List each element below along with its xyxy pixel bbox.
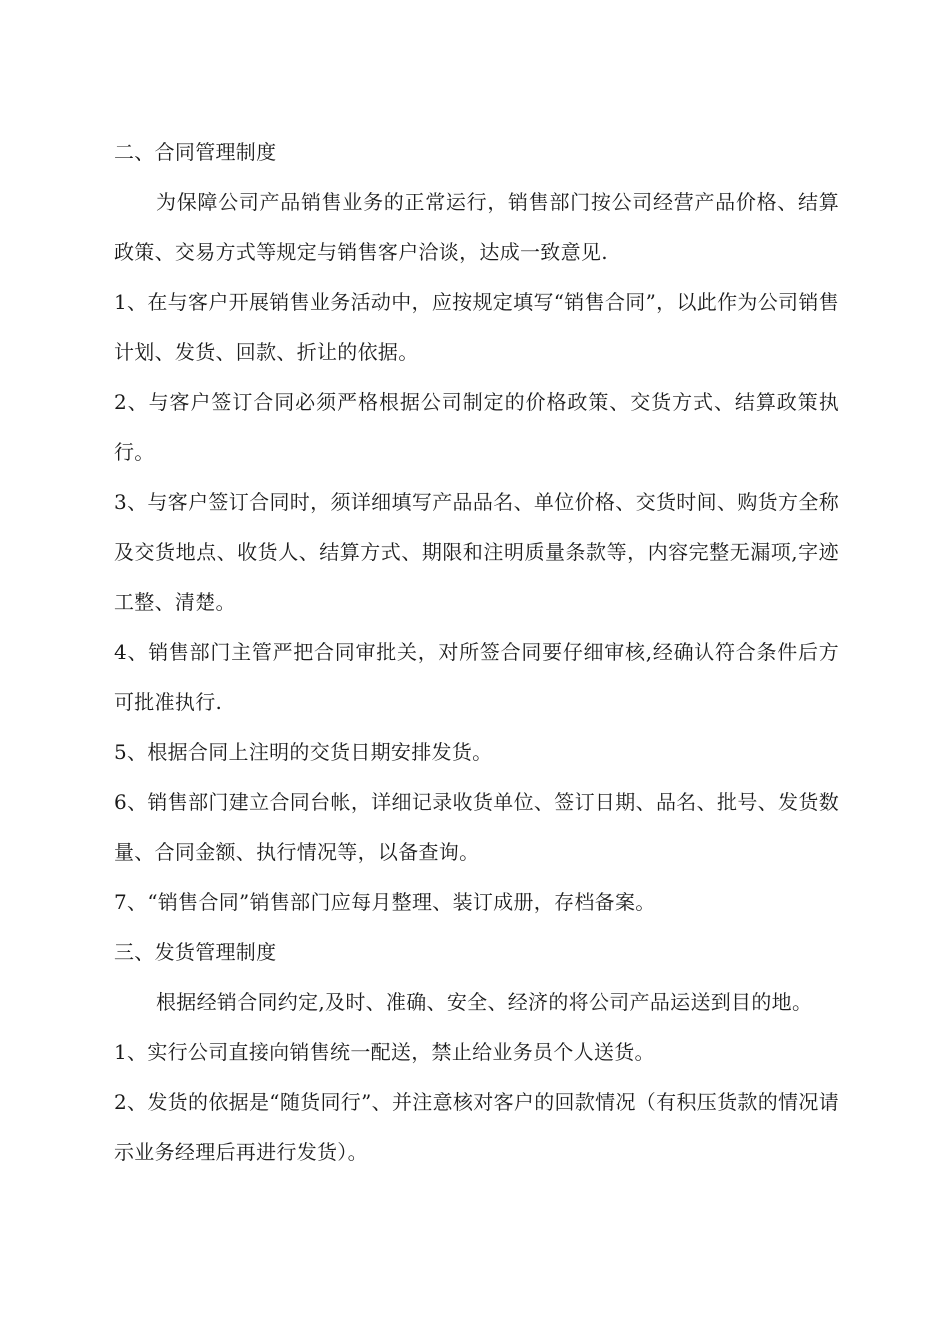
contract-rule-2: 2、与客户签订合同必须严格根据公司制定的价格政策、交货方式、结算政策执行。: [114, 390, 839, 464]
shipping-rule-2: 2、发货的依据是“随货同行”、并注意核对客户的回款情况（有积压货款的情况请示业务经理后再进行发货）。: [114, 1090, 839, 1164]
section-intro-contract: 为保障公司产品销售业务的正常运行，销售部门按公司经营产品价格、结算政策、交易方式等规定与销售客户洽谈，达成一致意见.: [114, 190, 839, 264]
section-heading-shipping: 三、发货管理制度: [114, 940, 277, 964]
document-body: [114, 127, 839, 1177]
shipping-rule-1: 1、实行公司直接向销售统一配送，禁止给业务员个人送货。: [114, 1040, 655, 1064]
contract-rule-7: 7、“销售合同”销售部门应每月整理、装订成册，存档备案。: [114, 890, 656, 914]
contract-rule-1: 1、在与客户开展销售业务活动中，应按规定填写“销售合同”，以此作为公司销售计划、发货、回款、折让的依据。: [114, 290, 839, 364]
contract-rule-6: 6、销售部门建立合同台帐，详细记录收货单位、签订日期、品名、批号、发货数量、合同金额、执行情况等，以备查询。: [114, 790, 839, 864]
contract-rule-4: 4、销售部门主管严把合同审批关，对所签合同要仔细审核,经确认符合条件后方可批准执行.: [114, 640, 839, 714]
contract-rule-3: 3、与客户签订合同时，须详细填写产品品名、单位价格、交货时间、购货方全称及交货地点、收货人、结算方式、期限和注明质量条款等，内容完整无漏项,字迹工整、清楚。: [114, 490, 839, 614]
section-intro-shipping: 根据经销合同约定,及时、准确、安全、经济的将公司产品运送到目的地。: [156, 990, 813, 1014]
section-heading-contract: 二、合同管理制度: [114, 140, 277, 164]
contract-rule-5: 5、根据合同上注明的交货日期安排发货。: [114, 740, 493, 764]
